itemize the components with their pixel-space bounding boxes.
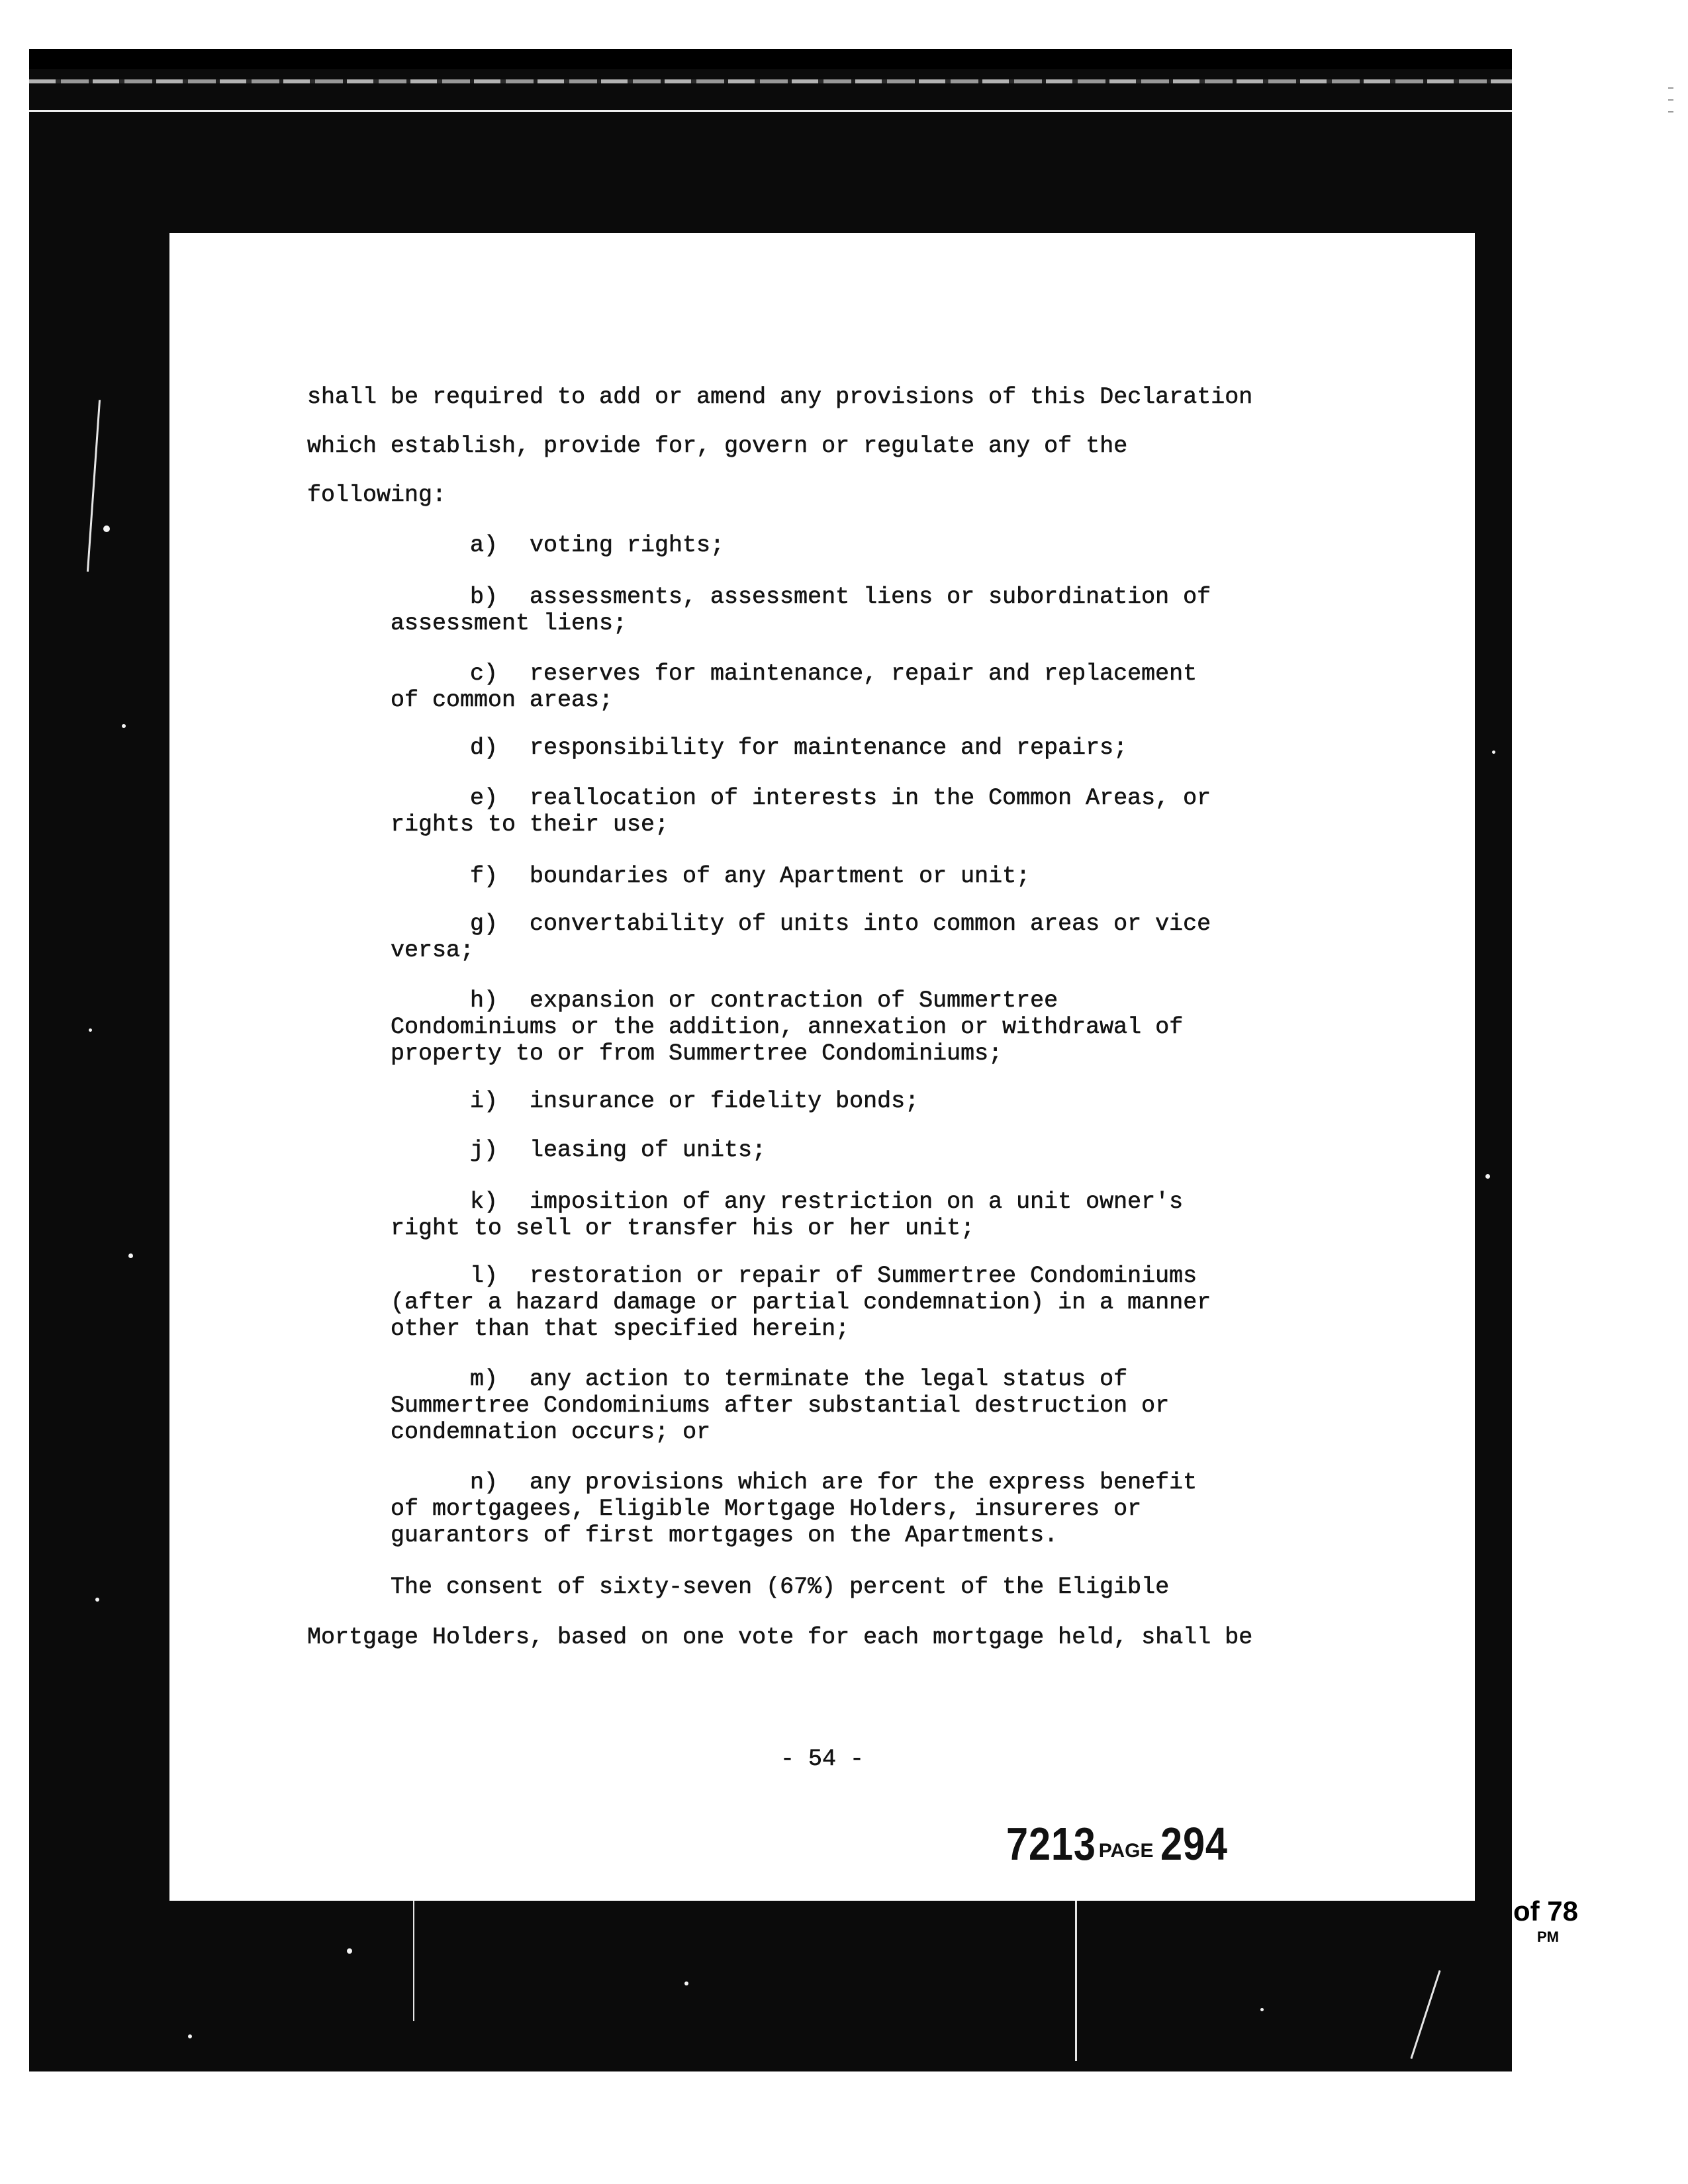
list-marker: d) — [470, 735, 498, 761]
list-item — [391, 1137, 1317, 1163]
scan-speck — [103, 525, 110, 532]
list-text: voting rights; — [530, 532, 725, 559]
scan-speck — [347, 1948, 352, 1954]
list-text: expansion or contraction of Summertree — [530, 987, 1058, 1014]
recorded-page: 294 — [1160, 1818, 1228, 1870]
list-marker: j) — [470, 1137, 498, 1163]
list-text: reallocation of interests in the Common Areas, or — [530, 785, 1211, 811]
scan-streak — [1410, 1970, 1440, 2059]
list-text: boundaries of any Apartment or unit; — [530, 863, 1031, 889]
list-text: assessments, assessment liens or subordination of — [530, 584, 1211, 610]
edge-tick — [1668, 111, 1673, 113]
list-text: responsibility for maintenance and repairs; — [530, 735, 1128, 761]
recording-stamp — [1006, 1817, 1239, 1870]
list-item — [391, 987, 1317, 1067]
list-marker: k) — [470, 1189, 498, 1215]
list-item — [391, 911, 1317, 964]
list-text: versa; — [391, 937, 475, 964]
list-text: Summertree Condominiums after substantial destruction or — [391, 1392, 1170, 1419]
list-item — [391, 532, 1317, 559]
list-item — [391, 1366, 1317, 1445]
scan-speck — [1492, 751, 1495, 754]
list-text: any provisions which are for the express benefit — [530, 1469, 1197, 1496]
list-marker: f) — [470, 863, 498, 889]
list-text: any action to terminate the legal status of — [530, 1366, 1128, 1392]
scan-speck — [1260, 2008, 1264, 2011]
list-text: Condominiums or the addition, annexation or withdrawal of — [391, 1014, 1184, 1040]
scan-speck — [122, 724, 126, 728]
scan-speck — [684, 1981, 688, 1985]
scan-speck — [1485, 1174, 1490, 1179]
list-marker: c) — [470, 660, 498, 687]
list-text: right to sell or transfer his or her unit; — [391, 1215, 975, 1242]
list-text: (after a hazard damage or partial condemnation) in a manner — [391, 1289, 1211, 1316]
list-text: imposition of any restriction on a unit owner's — [530, 1189, 1184, 1215]
list-text: assessment liens; — [391, 610, 628, 637]
list-text: of common areas; — [391, 687, 614, 713]
list-marker: b) — [470, 584, 498, 610]
edge-tick — [1668, 99, 1673, 101]
list-item — [391, 1189, 1317, 1242]
list-item — [391, 660, 1317, 713]
list-item — [391, 863, 1317, 889]
page-counter: of 78 — [1513, 1895, 1579, 1927]
list-marker: e) — [470, 785, 498, 811]
scan-speck — [128, 1253, 133, 1258]
edge-tick — [1668, 87, 1673, 89]
scan-top-strip — [29, 49, 1512, 69]
body-line: shall be required to add or amend any provisions of this Declaration — [307, 384, 1253, 410]
scan-speck — [95, 1598, 99, 1602]
list-item — [391, 1469, 1317, 1549]
list-item — [391, 1088, 1317, 1115]
list-item — [391, 735, 1317, 761]
scan-top-rule — [29, 110, 1512, 112]
list-marker: h) — [470, 987, 498, 1014]
list-text: convertability of units into common areas or vice — [530, 911, 1211, 937]
scan-speck — [89, 1028, 92, 1032]
list-text: reserves for maintenance, repair and replacement — [530, 660, 1197, 687]
list-text: restoration or repair of Summertree Condominiums — [530, 1263, 1197, 1289]
list-marker: m) — [470, 1366, 498, 1392]
body-line: which establish, provide for, govern or regulate any of the — [307, 433, 1128, 459]
scan-top-line — [29, 79, 1512, 83]
list-text: guarantors of first mortgages on the Apartments. — [391, 1522, 1058, 1549]
list-marker: a) — [470, 532, 498, 559]
list-text: other than that specified herein; — [391, 1316, 850, 1342]
scan-speck — [188, 2034, 192, 2038]
page-number: - 54 - — [780, 1746, 865, 1772]
body-line: Mortgage Holders, based on one vote for each mortgage held, shall be — [307, 1624, 1253, 1651]
list-item — [391, 584, 1317, 637]
list-item — [391, 785, 1317, 838]
list-text: condemnation occurs; or — [391, 1419, 711, 1445]
list-marker: n) — [470, 1469, 498, 1496]
page-label: PAGE — [1098, 1840, 1154, 1862]
list-marker: g) — [470, 911, 498, 937]
list-text: property to or from Summertree Condominiums; — [391, 1040, 1003, 1067]
list-marker: l) — [470, 1263, 498, 1289]
list-text: insurance or fidelity bonds; — [530, 1088, 919, 1115]
book-number: 7213 — [1006, 1818, 1096, 1870]
body-line: The consent of sixty-seven (67%) percent of the Eligible — [391, 1574, 1170, 1600]
list-text: leasing of units; — [530, 1137, 767, 1163]
body-line: following: — [307, 482, 447, 508]
time-suffix: PM — [1537, 1929, 1559, 1945]
list-text: rights to their use; — [391, 811, 669, 838]
document-page — [169, 233, 1475, 1901]
scan-streak — [87, 400, 101, 572]
list-marker: i) — [470, 1088, 498, 1115]
list-item — [391, 1263, 1317, 1342]
list-text: of mortgagees, Eligible Mortgage Holders, insureres or — [391, 1496, 1142, 1522]
scan-background — [29, 49, 1512, 2071]
